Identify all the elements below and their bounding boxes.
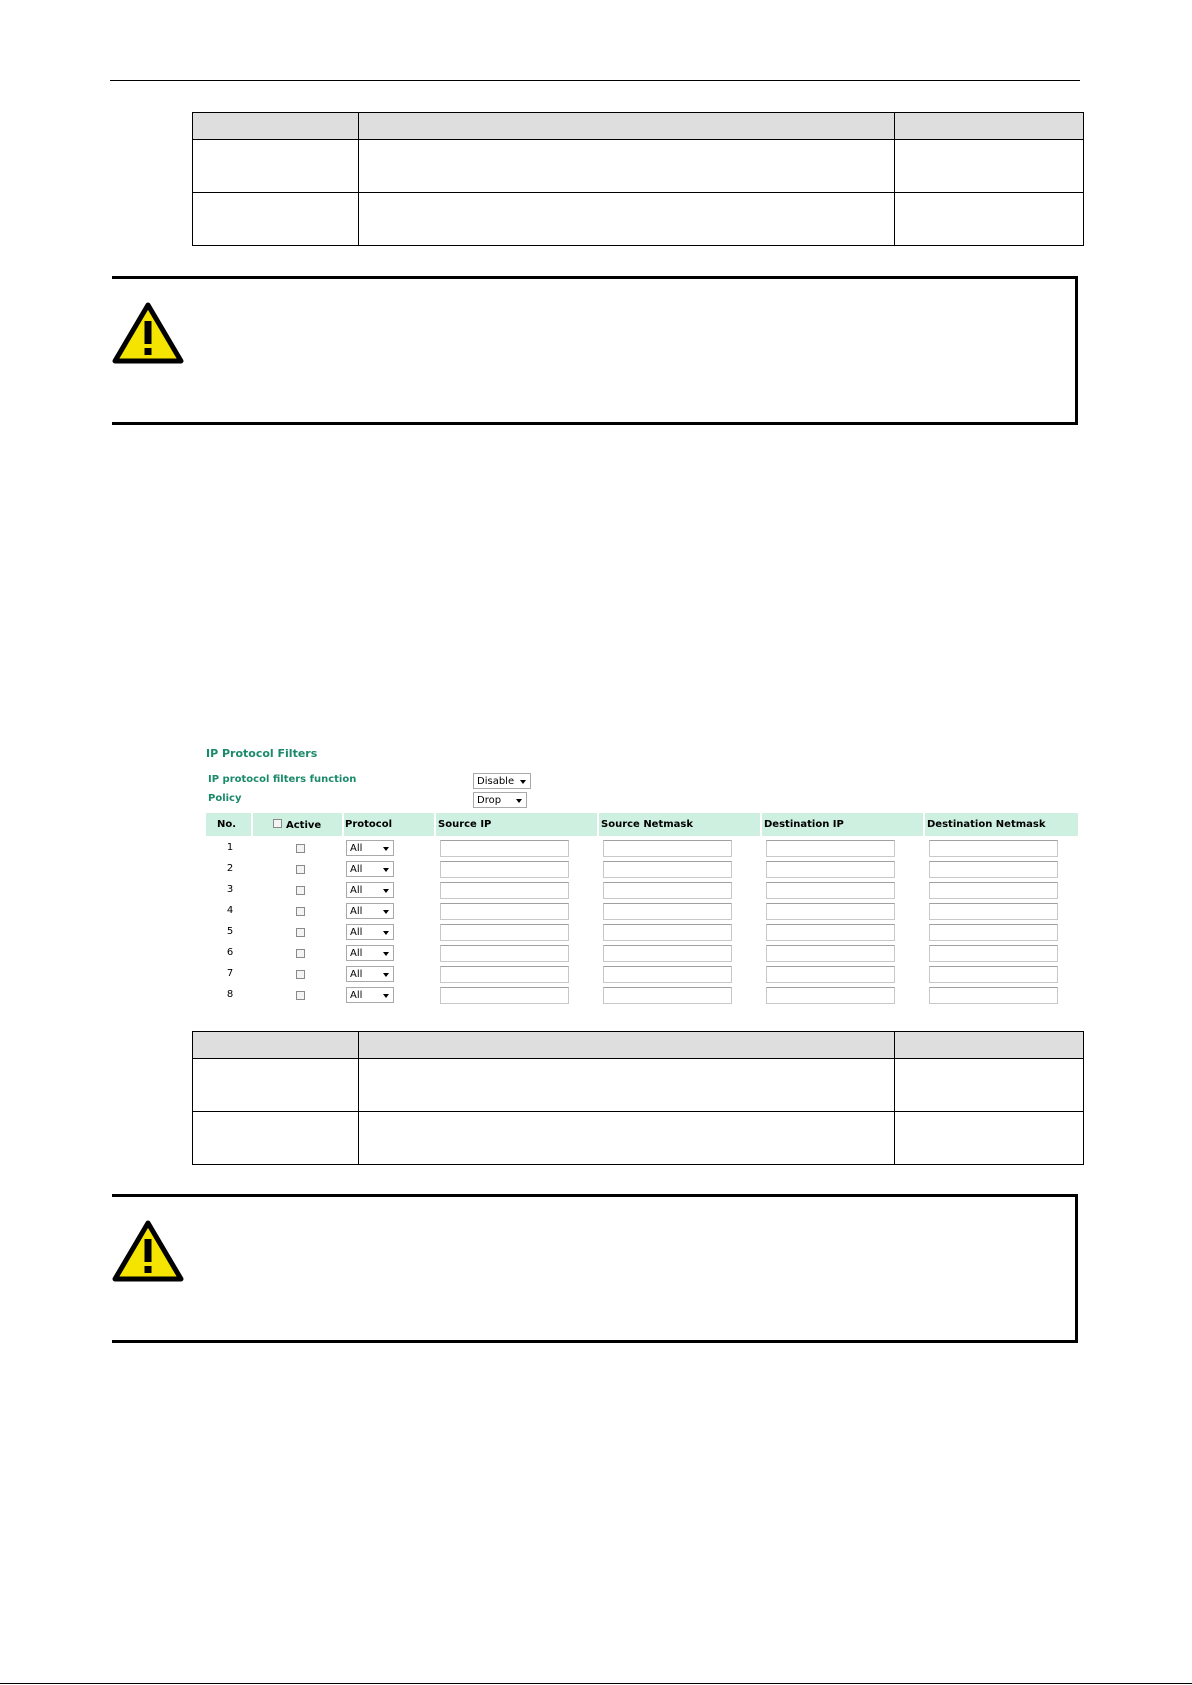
source-netmask-input[interactable]	[603, 882, 732, 899]
filters-table-header	[206, 813, 1078, 836]
column-header-source-ip: Source IP	[438, 819, 492, 830]
protocol-select[interactable]	[346, 840, 394, 856]
filter-row	[206, 922, 1078, 943]
protocol-select[interactable]	[346, 861, 394, 877]
table-header-row	[193, 113, 1084, 140]
chevron-down-icon	[383, 973, 389, 977]
source-netmask-input[interactable]	[603, 861, 732, 878]
destination-ip-input[interactable]	[766, 882, 895, 899]
active-checkbox[interactable]	[296, 970, 305, 979]
chevron-down-icon	[383, 952, 389, 956]
protocol-select-value: All	[350, 948, 363, 959]
row-number: 1	[226, 842, 234, 853]
source-ip-input[interactable]	[440, 882, 569, 899]
filter-row	[206, 943, 1078, 964]
source-ip-input[interactable]	[440, 966, 569, 983]
active-checkbox[interactable]	[296, 928, 305, 937]
source-netmask-input[interactable]	[603, 966, 732, 983]
source-netmask-input[interactable]	[603, 924, 732, 941]
function-select[interactable]	[473, 773, 531, 789]
panel-title: IP Protocol Filters	[206, 747, 318, 760]
row-number: 5	[226, 926, 234, 937]
row-number: 6	[226, 947, 234, 958]
protocol-select[interactable]	[346, 924, 394, 940]
filter-row	[206, 985, 1078, 1006]
warning-triangle-icon	[112, 1219, 184, 1283]
destination-ip-input[interactable]	[766, 987, 895, 1004]
source-ip-input[interactable]	[440, 861, 569, 878]
destination-ip-input[interactable]	[766, 945, 895, 962]
row-number: 4	[226, 905, 234, 916]
policy-select[interactable]	[473, 792, 527, 808]
destination-netmask-input[interactable]	[929, 924, 1058, 941]
protocol-select-value: All	[350, 927, 363, 938]
protocol-select-value: All	[350, 990, 363, 1001]
warning-triangle-icon	[112, 301, 184, 365]
destination-netmask-input[interactable]	[929, 966, 1058, 983]
destination-ip-input[interactable]	[766, 840, 895, 857]
active-checkbox[interactable]	[296, 991, 305, 1000]
column-header-active: Active	[286, 820, 322, 831]
filter-row	[206, 880, 1078, 901]
column-header-source-netmask: Source Netmask	[601, 819, 694, 830]
column-header-destination-ip: Destination IP	[764, 819, 844, 830]
destination-ip-input[interactable]	[766, 903, 895, 920]
active-checkbox[interactable]	[296, 907, 305, 916]
chevron-down-icon	[383, 889, 389, 893]
filter-row	[206, 901, 1078, 922]
header-rule	[110, 80, 1080, 81]
filter-row	[206, 859, 1078, 880]
table-row	[193, 1112, 1084, 1165]
destination-netmask-input[interactable]	[929, 945, 1058, 962]
function-select-value: Disable	[477, 776, 515, 787]
destination-netmask-input[interactable]	[929, 861, 1058, 878]
source-netmask-input[interactable]	[603, 903, 732, 920]
select-all-checkbox[interactable]	[273, 819, 282, 828]
protocol-select[interactable]	[346, 882, 394, 898]
source-ip-input[interactable]	[440, 945, 569, 962]
table-row	[193, 1059, 1084, 1112]
protocol-select-value: All	[350, 843, 363, 854]
source-ip-input[interactable]	[440, 987, 569, 1004]
protocol-select-value: All	[350, 885, 363, 896]
policy-select-value: Drop	[477, 795, 502, 806]
active-checkbox[interactable]	[296, 865, 305, 874]
protocol-select[interactable]	[346, 966, 394, 982]
destination-netmask-input[interactable]	[929, 987, 1058, 1004]
destination-ip-input[interactable]	[766, 861, 895, 878]
row-number: 3	[226, 884, 234, 895]
source-ip-input[interactable]	[440, 924, 569, 941]
policy-label: Policy	[208, 793, 242, 804]
notice-box-bottom	[112, 1194, 1078, 1343]
column-header-destination-netmask: Destination Netmask	[927, 819, 1046, 830]
destination-netmask-input[interactable]	[929, 840, 1058, 857]
row-number: 7	[226, 968, 234, 979]
chevron-down-icon	[383, 994, 389, 998]
notice-box-top	[112, 276, 1078, 425]
chevron-down-icon	[520, 780, 526, 784]
row-number: 2	[226, 863, 234, 874]
active-checkbox[interactable]	[296, 886, 305, 895]
settings-table-top	[192, 112, 1084, 246]
table-row	[193, 193, 1084, 246]
active-checkbox[interactable]	[296, 844, 305, 853]
protocol-select[interactable]	[346, 987, 394, 1003]
chevron-down-icon	[383, 847, 389, 851]
protocol-select-value: All	[350, 969, 363, 980]
active-checkbox[interactable]	[296, 949, 305, 958]
chevron-down-icon	[383, 910, 389, 914]
destination-netmask-input[interactable]	[929, 903, 1058, 920]
column-header-protocol: Protocol	[345, 819, 393, 830]
destination-ip-input[interactable]	[766, 924, 895, 941]
table-row	[193, 140, 1084, 193]
source-ip-input[interactable]	[440, 840, 569, 857]
destination-netmask-input[interactable]	[929, 882, 1058, 899]
source-netmask-input[interactable]	[603, 840, 732, 857]
source-ip-input[interactable]	[440, 903, 569, 920]
destination-ip-input[interactable]	[766, 966, 895, 983]
protocol-select-value: All	[350, 864, 363, 875]
filter-row	[206, 838, 1078, 859]
ip-protocol-filters-panel	[204, 745, 1078, 1005]
settings-table-bottom	[192, 1031, 1084, 1165]
table-header-row	[193, 1032, 1084, 1059]
function-label: IP protocol filters function	[208, 774, 357, 785]
filter-row	[206, 964, 1078, 985]
source-netmask-input[interactable]	[603, 987, 732, 1004]
protocol-select[interactable]	[346, 903, 394, 919]
protocol-select[interactable]	[346, 945, 394, 961]
protocol-select-value: All	[350, 906, 363, 917]
footer-rule	[0, 1683, 1192, 1684]
chevron-down-icon	[383, 931, 389, 935]
chevron-down-icon	[516, 799, 522, 803]
column-header-no: No.	[217, 819, 237, 830]
source-netmask-input[interactable]	[603, 945, 732, 962]
row-number: 8	[226, 989, 234, 1000]
chevron-down-icon	[383, 868, 389, 872]
